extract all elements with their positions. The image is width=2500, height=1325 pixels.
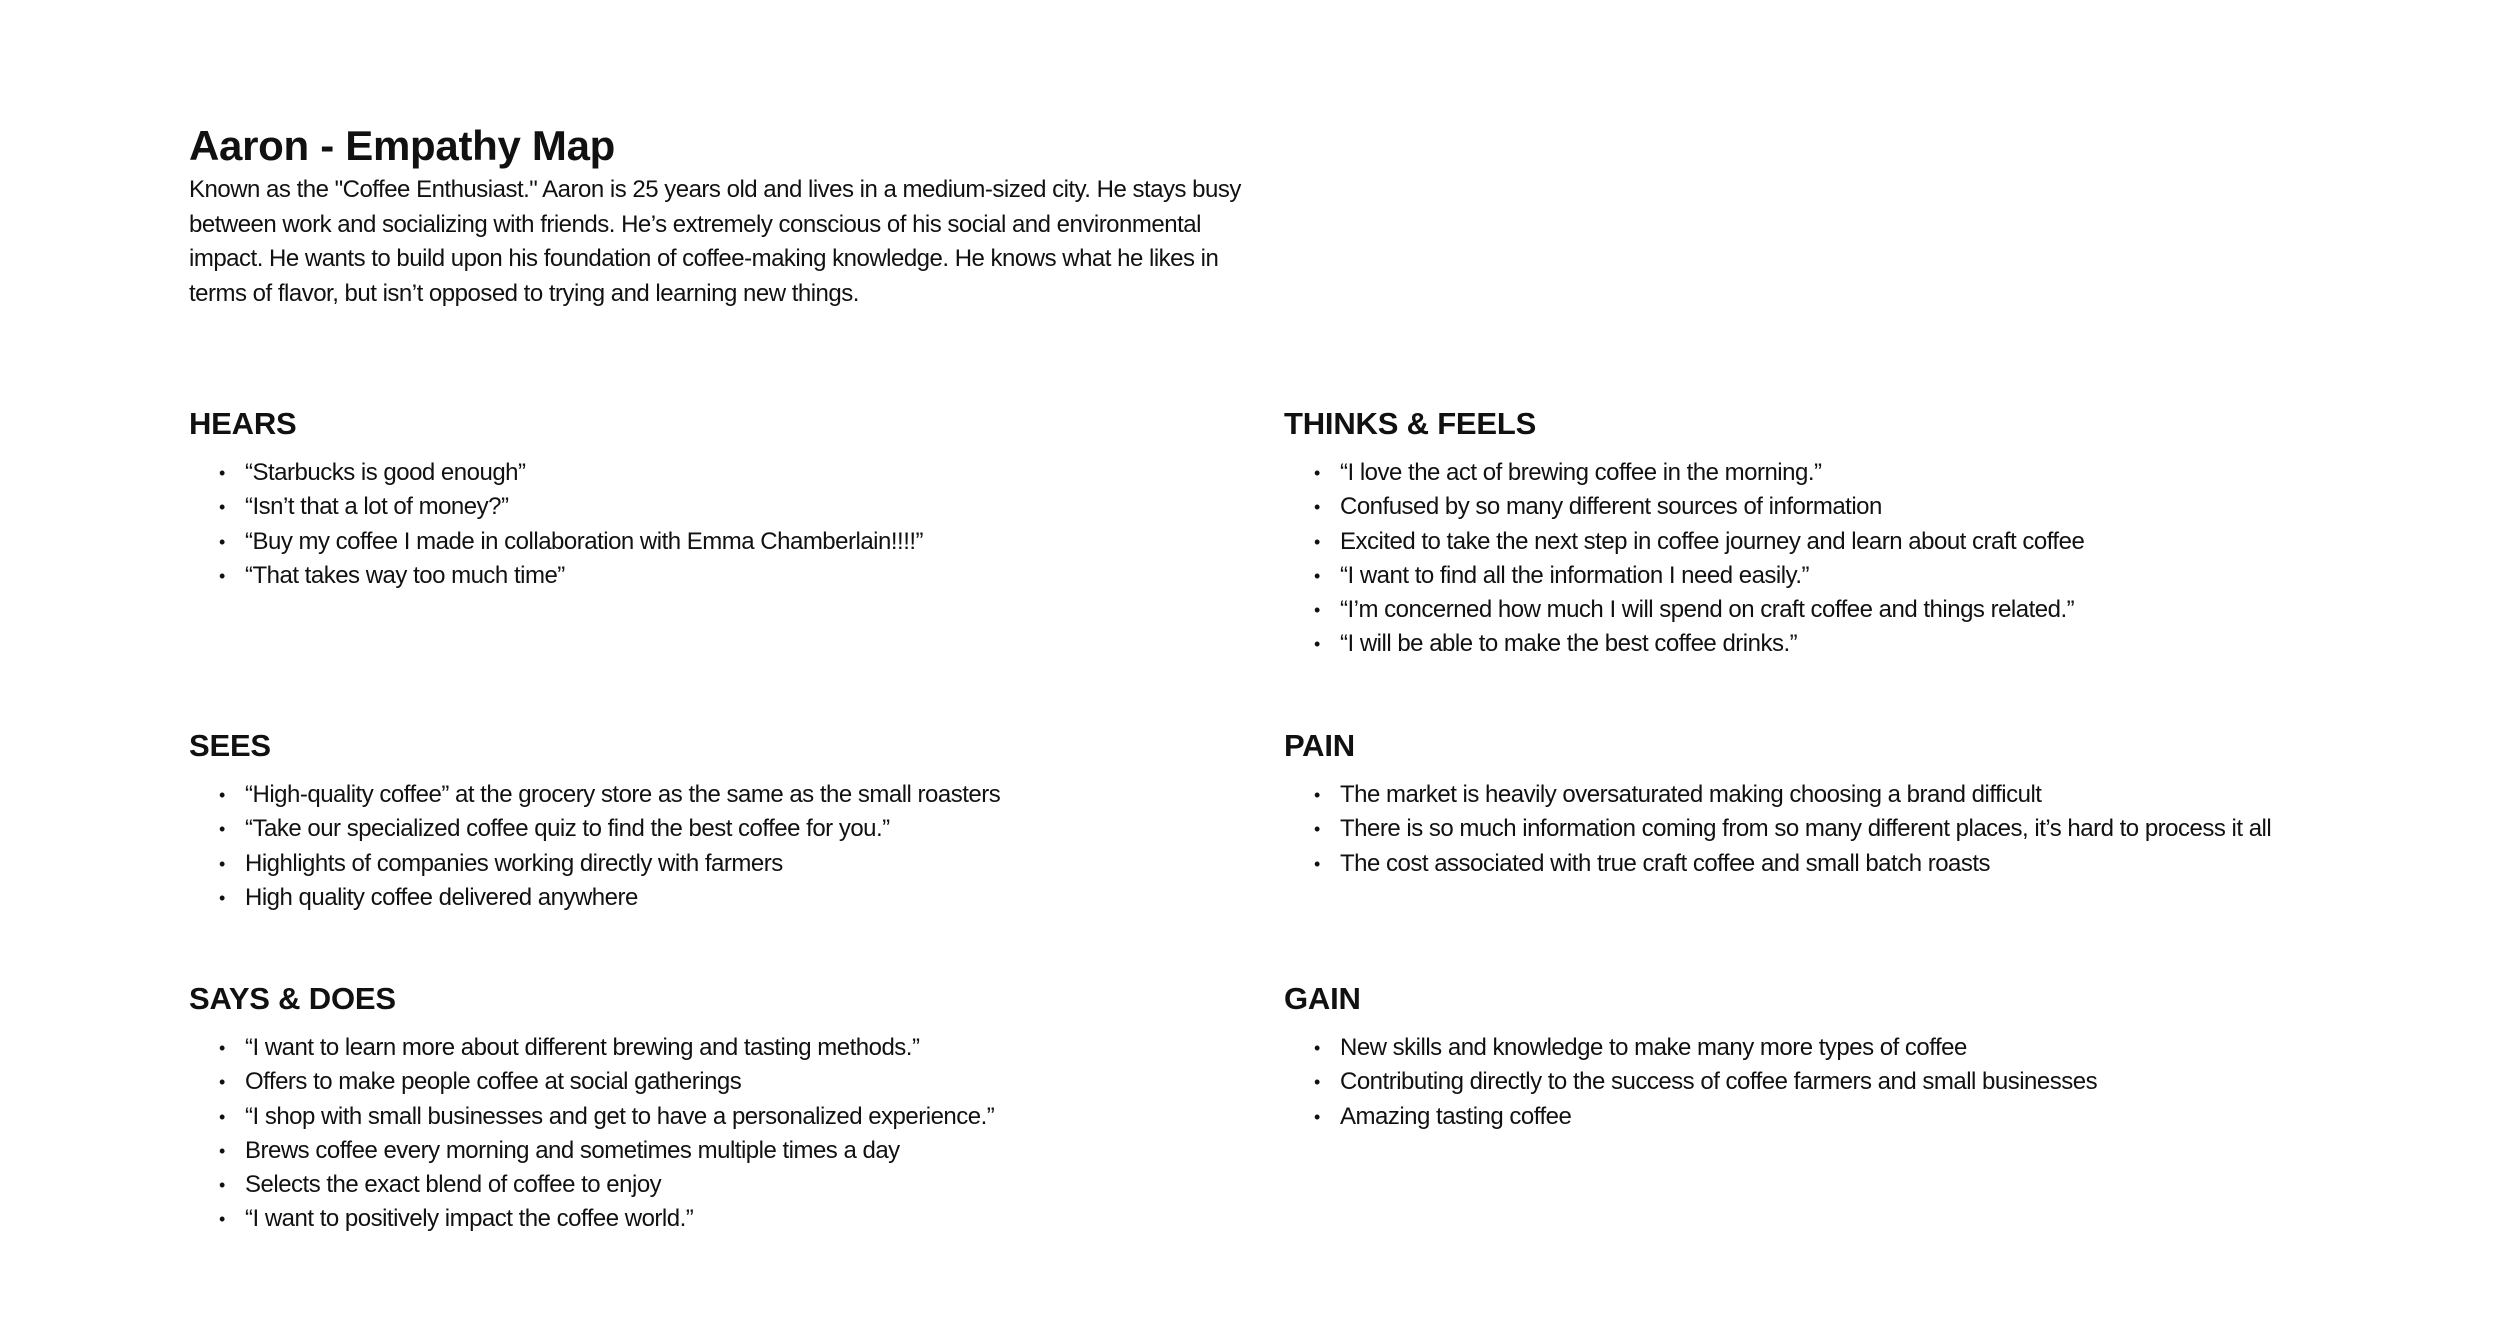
bullet-icon: • [219, 1072, 225, 1093]
list-item-text: Confused by so many different sources of information [1340, 493, 1882, 521]
bullet-icon: • [1314, 565, 1320, 586]
list-item-text: Brews coffee every morning and sometimes multiple times a day [245, 1136, 900, 1164]
thinks-feels-list [1284, 456, 2404, 662]
list-item [1284, 593, 2404, 627]
bullet-icon: • [219, 565, 225, 586]
bullet-icon: • [219, 497, 225, 518]
list-item-text: Highlights of companies working directly with farmers [245, 849, 783, 877]
list-item [1284, 1065, 2404, 1099]
bullet-icon: • [219, 531, 225, 552]
list-item [1284, 1031, 2404, 1065]
list-item [189, 1202, 1309, 1236]
list-item-text: The cost associated with true craft coffee and small batch roasts [1340, 849, 1991, 877]
list-item-text: New skills and knowledge to make many more types of coffee [1340, 1034, 1967, 1061]
bullet-icon: • [1314, 819, 1320, 840]
list-item-text: Selects the exact blend of coffee to enjoy [245, 1171, 662, 1199]
list-item [1284, 1100, 2404, 1134]
bullet-icon: • [1314, 497, 1320, 518]
list-item [189, 1065, 1309, 1099]
list-item [189, 559, 1309, 593]
list-item-text: “Buy my coffee I made in collaboration with Emma Chamberlain!!!!” [245, 527, 924, 555]
list-item [1284, 559, 2404, 593]
gain-list [1284, 1031, 2404, 1134]
list-item-text: “Starbucks is good enough” [245, 459, 526, 486]
bullet-icon: • [1314, 600, 1320, 621]
list-item [1284, 456, 2404, 490]
bullet-icon: • [219, 819, 225, 840]
list-item-text: “I love the act of brewing coffee in the morning.” [1340, 459, 1822, 486]
section-pain [1284, 724, 2404, 881]
list-item [189, 490, 1309, 524]
list-item [1284, 778, 2404, 812]
bullet-icon: • [1314, 785, 1320, 805]
hears-list [189, 456, 1309, 593]
list-item [1284, 627, 2404, 661]
list-item [189, 456, 1309, 490]
list-item-text: “I will be able to make the best coffee drinks.” [1340, 630, 1798, 658]
bullet-icon: • [1314, 634, 1320, 655]
bullet-icon: • [219, 853, 225, 874]
section-heading-pain: PAIN [1284, 728, 1355, 763]
bullet-icon: • [1314, 1106, 1320, 1127]
list-item [189, 812, 1309, 846]
section-thinks-feels [1284, 402, 2404, 662]
list-item-text: “That takes way too much time” [245, 561, 565, 589]
list-item-text: “I’m concerned how much I will spend on craft coffee and things related.” [1340, 596, 2075, 624]
persona-description: Known as the "Coffee Enthusiast." Aaron is 25 years old and lives in a medium-sized city. He stays busy between work and socializing with friends. He’s extremely conscious of his social and environmental impact. He wants to build upon his foundation of coffee-making knowledge. He knows what he likes in terms of flavor, but isn’t opposed to trying and learning new things. [189, 176, 1241, 307]
bullet-icon: • [219, 1106, 225, 1127]
list-item-text: High quality coffee delivered anywhere [245, 883, 638, 911]
section-heading-thinks-feels: THINKS & FEELS [1284, 406, 1537, 441]
list-item-text: Excited to take the next step in coffee journey and learn about craft coffee [1340, 527, 2085, 555]
list-item-text: “I want to find all the information I need easily.” [1340, 561, 1809, 589]
list-item-text: “Isn’t that a lot of money?” [245, 493, 509, 521]
list-item [189, 1031, 1309, 1065]
bullet-icon: • [1314, 1038, 1320, 1058]
list-item [189, 778, 1309, 812]
section-hears [189, 402, 1309, 593]
section-heading-sees: SEES [189, 728, 271, 763]
bullet-icon: • [219, 1038, 225, 1058]
section-says-does [189, 977, 1309, 1237]
bullet-icon: • [1314, 853, 1320, 874]
list-item [1284, 812, 2404, 846]
sees-list [189, 778, 1309, 915]
section-gain [1284, 977, 2404, 1134]
list-item [189, 525, 1309, 559]
list-item [189, 1100, 1309, 1134]
bullet-icon: • [219, 1209, 225, 1230]
list-item-text: Contributing directly to the success of coffee farmers and small businesses [1340, 1068, 2098, 1096]
list-item-text: Offers to make people coffee at social gatherings [245, 1068, 742, 1096]
list-item [189, 1168, 1309, 1202]
list-item-text: “I want to learn more about different brewing and tasting methods.” [245, 1034, 920, 1061]
list-item-text: “I want to positively impact the coffee world.” [245, 1205, 694, 1233]
bullet-icon: • [219, 785, 225, 805]
says-does-list [189, 1031, 1309, 1237]
bullet-icon: • [219, 1140, 225, 1161]
list-item [1284, 525, 2404, 559]
list-item-text: “Take our specialized coffee quiz to find the best coffee for you.” [245, 815, 890, 843]
page-title: Aaron - Empathy Map [189, 122, 616, 169]
list-item-text: Amazing tasting coffee [1340, 1102, 1572, 1130]
bullet-icon: • [219, 887, 225, 908]
list-item-text: “High-quality coffee” at the grocery store as the same as the small roasters [245, 781, 1001, 808]
section-heading-hears: HEARS [189, 406, 297, 441]
list-item-text: The market is heavily oversaturated making choosing a brand difficult [1340, 781, 2042, 808]
list-item [1284, 490, 2404, 524]
bullet-icon: • [219, 463, 225, 483]
section-heading-gain: GAIN [1284, 981, 1361, 1016]
list-item [1284, 847, 2404, 881]
pain-list [1284, 778, 2404, 881]
list-item-text: “I shop with small businesses and get to have a personalized experience.” [245, 1102, 995, 1130]
section-sees [189, 724, 1309, 915]
list-item [189, 881, 1309, 915]
bullet-icon: • [1314, 463, 1320, 483]
section-heading-says-does: SAYS & DOES [189, 981, 396, 1016]
bullet-icon: • [1314, 1072, 1320, 1093]
bullet-icon: • [219, 1175, 225, 1196]
list-item [189, 1134, 1309, 1168]
list-item-text: There is so much information coming from so many different places, it’s hard to process it all [1340, 815, 2272, 843]
list-item [189, 847, 1309, 881]
bullet-icon: • [1314, 531, 1320, 552]
